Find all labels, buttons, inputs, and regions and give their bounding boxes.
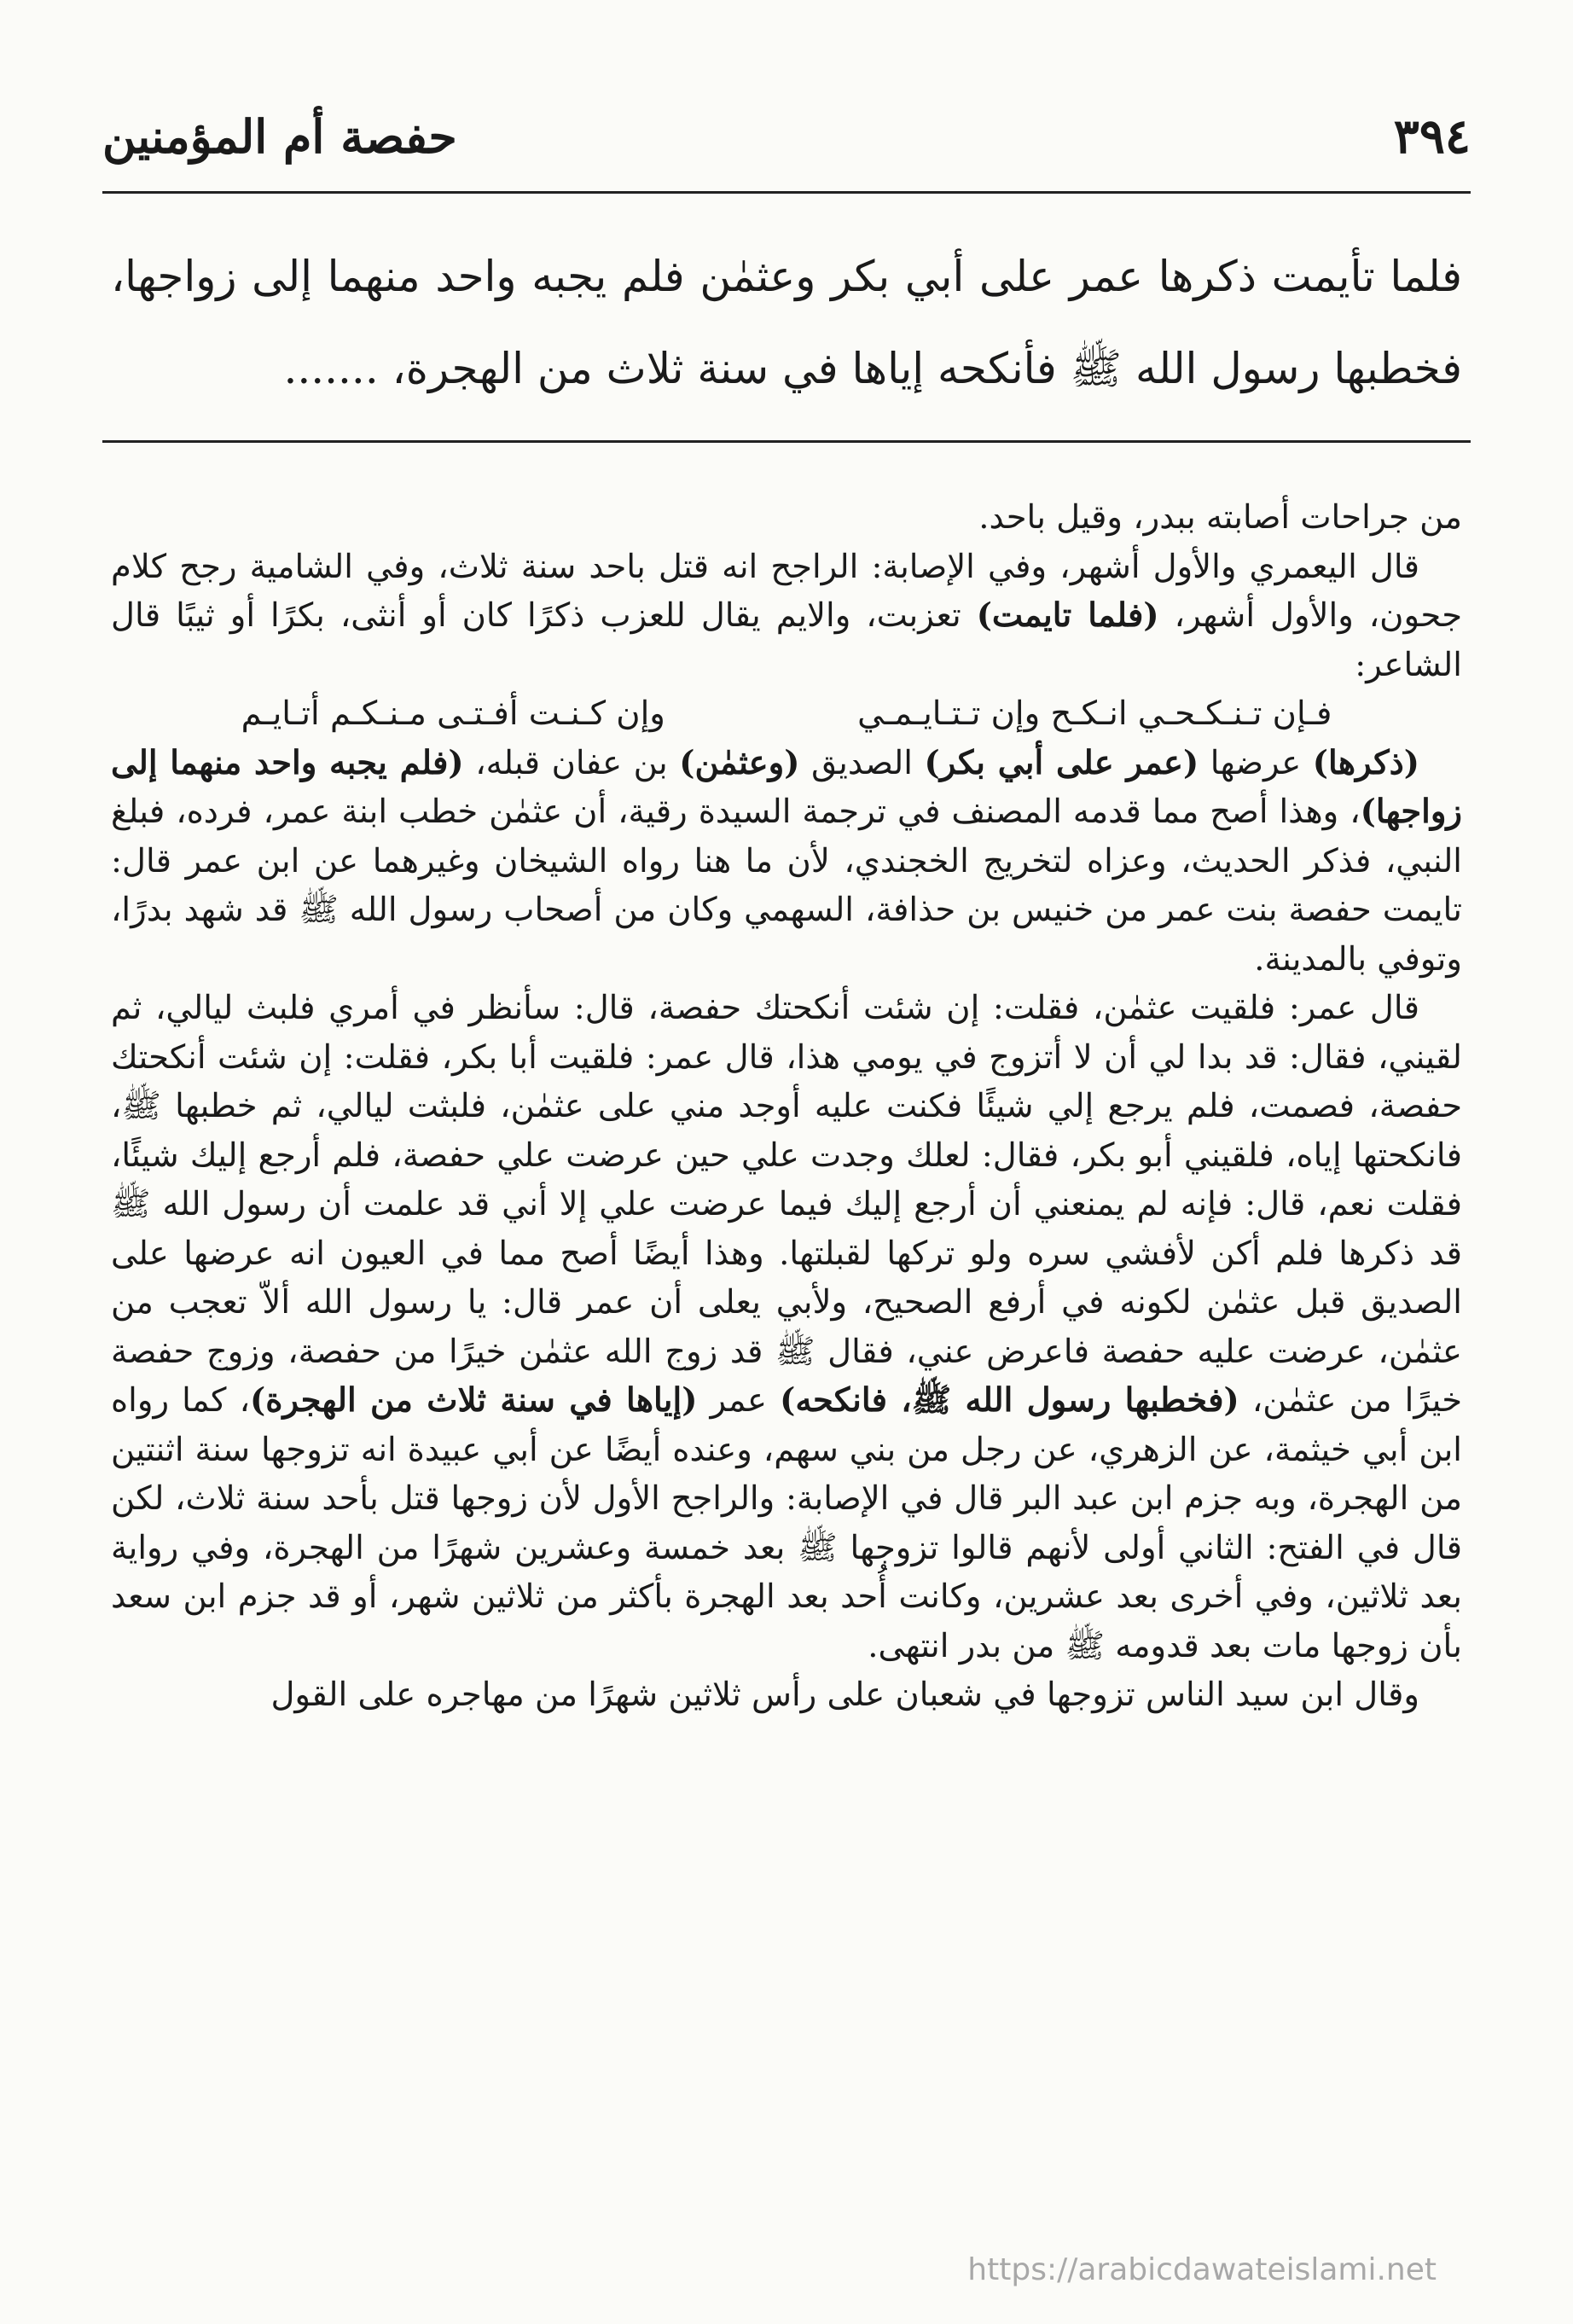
bold-quote: (فخطبها رسول الله ﷺ، فانكحه) — [780, 1381, 1239, 1420]
text-run: تعزبت، والايم يقال للعزب ذكرًا كان أو أنثى، بكرًا أو ثيبًا قال الشاعر: — [111, 596, 1462, 684]
bold-quote: (عمر على أبي بكر) — [924, 743, 1199, 782]
header-rule — [102, 191, 1471, 194]
text-run: بن عفان قبله، — [475, 743, 668, 782]
page-number: ٣٩٤ — [1393, 108, 1471, 165]
text-run: الصديق — [811, 743, 913, 782]
text-run: عرضها — [1210, 743, 1302, 782]
page-header — [102, 102, 1471, 171]
bold-quote: (فلما تايمت) — [976, 596, 1159, 635]
text-run: ، كما رواه ابن أبي خيثمة، عن الزهري، عن رجل من بني سهم، وعنده أيضًا عن أبي عبيدة انه تزوجها سنة اثنتين من الهجرة، وبه جزم ابن عبد البر قال في الإصابة: والراجح الأول لأن زوجها قتل بأحد سنة ثلاث، لكن قال في الفتح: الثاني أولى لأنهم قالوا تزوجها ﷺ بعد خمسة وعشرين شهرًا من الهجرة، وفي رواية بعد ثلاثين، وفي أخرى بعد عشرين، وكانت أُحد بعد الهجرة بأكثر من ثلاثين شهر، أو قد جزم ابن سعد بأن زوجها مات بعد قدومه ﷺ من بدر انتهى. — [111, 1381, 1462, 1665]
bold-quote: (ذكرها) — [1312, 743, 1419, 782]
text-run: قال عمر: فلقيت عثمٰن، فقلت: إن شئت أنكحتك حفصة، قال: سأنظر في أمري فلبث ليالي، ثم لقيني، فقال: قد بدا لي أن لا أتزوج في يومي هذا، قال عمر: فلقيت أبا بكر، فقلت: إن شئت أنكحتك حفصة، فصمت، فلم يرجع إلي شيئًا فكنت عليه أوجد مني على عثمٰن، فلبثت ليالي، ثم خطبها ﷺ، فانكحتها إياه، فلقيني أبو بكر، فقال: لعلك وجدت علي حين عرضت علي حفصة، فلم أرجع إليك شيئًا، فقلت نعم، قال: فإنه لم يمنعني أن أرجع إليك فيما عرضت علي إلا أني قد علمت أن رسول الله ﷺ قد ذكرها فلم أكن لأفشي سره ولو تركها لقبلتها. وهذا أيضًا أصح مما في العيون انه عرضها على الصديق قبل عثمٰن لكونه في أرفع الصحيح، ولأبي يعلى أن عمر قال: يا رسول الله ألاّ تعجب من عثمٰن، عرضت عليه حفصة فاعرض عني، فقال ﷺ قد زوج الله عثمٰن خيرًا من حفصة، وزوج حفصة خيرًا من عثمٰن، — [111, 989, 1462, 1420]
verse-hemistich-first: فـإن تـنـكـحـي انـكـح وإن تـتـايـمـي — [857, 694, 1332, 733]
footnote-separator — [102, 440, 1471, 443]
text-run: عمر — [710, 1381, 768, 1420]
main-text — [111, 230, 1462, 415]
commentary-paragraph-4 — [111, 984, 1462, 1670]
text-run: قال اليعمري والأول أشهر، وفي الإصابة: الراجح انه قتل باحد سنة ثلاث، وفي الشامية رجح كلام جحون، والأول أشهر، — [111, 547, 1462, 635]
bold-quote: (فلم يجبه واحد منهما إلى زواجها) — [111, 743, 1462, 831]
bold-quote: (وعثمٰن) — [679, 743, 800, 782]
poetry-verse — [111, 689, 1462, 739]
watermark-url: https://arabicdawateislami.net — [967, 2252, 1437, 2287]
verse-hemistich-second: وإن كـنـت أفـتـى مـنـكـم أتـايـم — [241, 694, 665, 733]
commentary — [111, 493, 1462, 1720]
commentary-paragraph-5: وقال ابن سيد الناس تزوجها في شعبان على رأس ثلاثين شهرًا من مهاجره على القول — [270, 1676, 1419, 1714]
commentary-paragraph-1: من جراحات أصابته ببدر، وقيل باحد. — [978, 498, 1462, 537]
running-title: حفصة أم المؤمنين — [102, 109, 457, 164]
text-run: ، وهذا أصح مما قدمه المصنف في ترجمة السيدة رقية، أن عثمٰن خطب ابنة عمر، فرده، فبلغ النبي، فذكر الحديث، وعزاه لتخريج الخجندي، لأن ما هنا رواه الشيخان وغيرهما عن ابن عمر قال: تايمت حفصة بنت عمر من خنيس بن حذافة، السهمي وكان من أصحاب رسول الله ﷺ قد شهد بدرًا، وتوفي بالمدينة. — [111, 793, 1462, 979]
main-text-paragraph: فلما تأيمت ذكرها عمر على أبي بكر وعثمٰن فلم يجبه واحد منهما إلى زواجها، فخطبها رسول الله ﷺ فأنكحه إياها في سنة ثلاث من الهجرة، ....... — [111, 252, 1462, 393]
bold-quote: (إياها في سنة ثلاث من الهجرة) — [250, 1381, 698, 1420]
commentary-paragraph-2 — [111, 543, 1462, 690]
commentary-paragraph-3 — [111, 739, 1462, 985]
